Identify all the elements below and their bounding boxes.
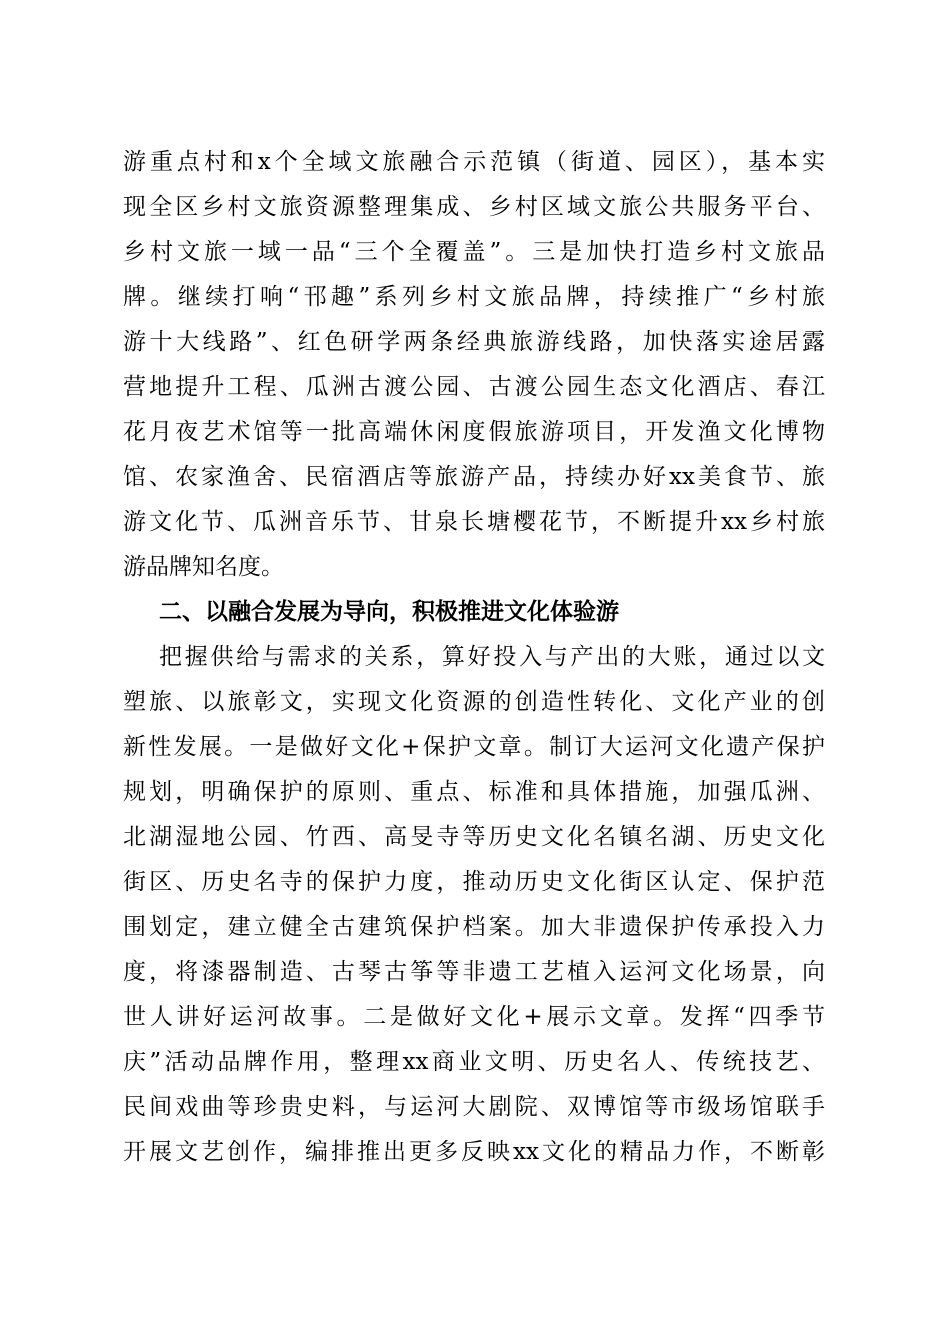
paragraph-2-line-9: 世人讲好运河故事。二是做好文化+展示文章。发挥“四季节	[123, 1004, 825, 1030]
paragraph-2-line-2: 塑旅、以旅彰文，实现文化资源的创造性转化、文化产业的创	[123, 689, 825, 715]
paragraph-1-line-1: 游重点村和x个全域文旅融合示范镇（街道、园区），基本实	[123, 149, 825, 175]
paragraph-2-line-11: 民间戏曲等珍贵史料，与运河大剧院、双博馆等市级场馆联手	[123, 1094, 825, 1120]
paragraph-1-line-7: 花月夜艺术馆等一批高端休闲度假旅游项目，开发渔文化博物	[123, 419, 825, 445]
paragraph-2-line-8: 度，将漆器制造、古琴古筝等非遗工艺植入运河文化场景，向	[123, 959, 825, 985]
paragraph-1-line-2: 现全区乡村文旅资源整理集成、乡村区域文旅公共服务平台、	[123, 194, 825, 220]
paragraph-2-line-10: 庆”活动品牌作用，整理xx商业文明、历史名人、传统技艺、	[123, 1049, 825, 1075]
paragraph-2-line-1: 把握供给与需求的关系，算好投入与产出的大账，通过以文	[159, 644, 825, 670]
paragraph-2-line-6: 街区、历史名寺的保护力度，推动历史文化街区认定、保护范	[123, 869, 825, 895]
paragraph-1-line-6: 营地提升工程、瓜洲古渡公园、古渡公园生态文化酒店、春江	[123, 374, 825, 400]
paragraph-1-line-3: 乡村文旅一域一品“三个全覆盖”。三是加快打造乡村文旅品	[123, 239, 825, 265]
paragraph-2-line-5: 北湖湿地公园、竹西、高旻寺等历史文化名镇名湖、历史文化	[123, 824, 825, 850]
paragraph-2-line-3: 新性发展。一是做好文化+保护文章。制订大运河文化遗产保护	[123, 734, 825, 760]
paragraph-1-line-5: 游十大线路”、红色研学两条经典旅游线路，加快落实途居露	[123, 329, 825, 355]
paragraph-2-line-12: 开展文艺创作，编排推出更多反映xx文化的精品力作，不断彰	[123, 1139, 825, 1165]
paragraph-1-line-9: 游文化节、瓜洲音乐节、甘泉长塘樱花节，不断提升xx乡村旅	[123, 509, 825, 535]
section-heading: 二、以融合发展为导向，积极推进文化体验游	[159, 599, 619, 625]
paragraph-1-line-4: 牌。继续打响“邗趣”系列乡村文旅品牌，持续推广“乡村旅	[123, 284, 825, 310]
paragraph-1-line-10: 游品牌知名度。	[123, 554, 284, 580]
paragraph-1-line-8: 馆、农家渔舍、民宿酒店等旅游产品，持续办好xx美食节、旅	[123, 464, 825, 490]
paragraph-2-line-4: 规划，明确保护的原则、重点、标准和具体措施，加强瓜洲、	[123, 779, 825, 805]
paragraph-2-line-7: 围划定，建立健全古建筑保护档案。加大非遗保护传承投入力	[123, 914, 825, 940]
